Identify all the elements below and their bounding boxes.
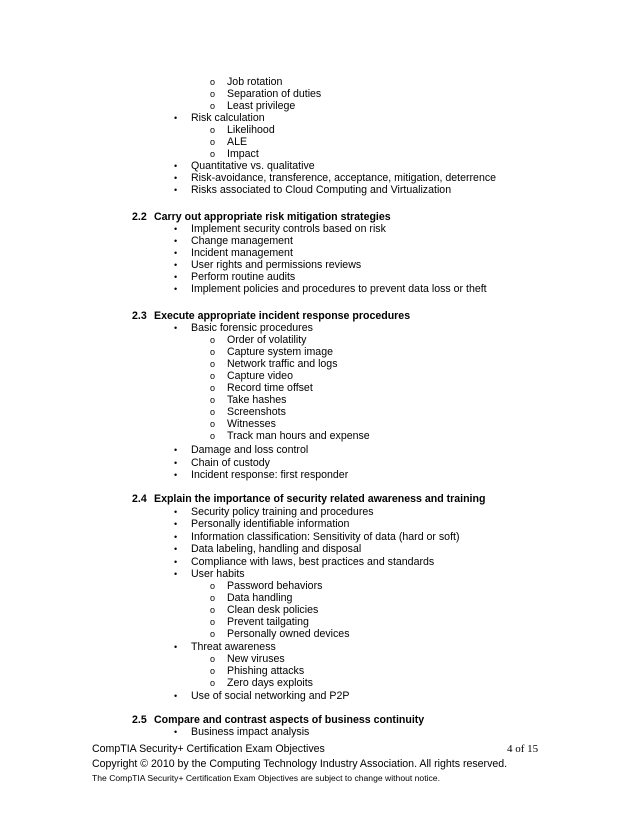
list-item: • Data labeling, handling and disposal xyxy=(174,543,362,555)
list-item: o New viruses xyxy=(210,653,285,665)
list-item: o Capture video xyxy=(210,370,293,382)
list-item: o Order of volatility xyxy=(210,334,307,346)
list-item: • Quantitative vs. qualitative xyxy=(174,160,315,172)
list-item: • Risk-avoidance, transference, acceptance, mitigation, deterrence xyxy=(174,172,497,184)
list-item: • Risk calculation xyxy=(174,112,265,124)
section-heading: 2.2 Carry out appropriate risk mitigation strategies xyxy=(132,211,391,223)
list-item: o Clean desk policies xyxy=(210,604,319,616)
list-item: • Information classification: Sensitivity of data (hard or soft) xyxy=(174,531,460,543)
list-item: • User rights and permissions reviews xyxy=(174,259,362,271)
footer-title: CompTIA Security+ Certification Exam Objectives xyxy=(92,743,325,755)
list-item: • Business impact analysis xyxy=(174,726,310,738)
list-item: • Damage and loss control xyxy=(174,444,309,456)
page-number: 4 of 15 xyxy=(507,743,539,755)
list-item: o Screenshots xyxy=(210,406,286,418)
list-item: • Compliance with laws, best practices and standards xyxy=(174,556,435,568)
list-item: o Separation of duties xyxy=(210,88,322,100)
list-item: o Witnesses xyxy=(210,418,276,430)
list-item: o Network traffic and logs xyxy=(210,358,338,370)
list-item: o Take hashes xyxy=(210,394,287,406)
list-item: • Threat awareness xyxy=(174,641,276,653)
list-item: • Personally identifiable information xyxy=(174,518,350,530)
list-item: o Password behaviors xyxy=(210,580,323,592)
list-item: o Impact xyxy=(210,148,259,160)
list-item: o Likelihood xyxy=(210,124,275,136)
list-item: • Implement policies and procedures to prevent data loss or theft xyxy=(174,283,487,295)
list-item: • Use of social networking and P2P xyxy=(174,690,350,702)
list-item: • Incident response: first responder xyxy=(174,469,349,481)
list-item: o Phishing attacks xyxy=(210,665,305,677)
list-item: o ALE xyxy=(210,136,248,148)
section-heading: 2.3 Execute appropriate incident response procedures xyxy=(132,310,411,322)
list-item: • Implement security controls based on risk xyxy=(174,223,386,235)
list-item: o Capture system image xyxy=(210,346,333,358)
list-item: o Job rotation xyxy=(210,76,283,88)
list-item: • Basic forensic procedures xyxy=(174,322,313,334)
footer-copyright: Copyright © 2010 by the Computing Technology Industry Association. All rights reserved. xyxy=(92,758,508,770)
list-item: o Least privilege xyxy=(210,100,296,112)
section-heading: 2.5 Compare and contrast aspects of business continuity xyxy=(132,714,425,726)
section-heading: 2.4 Explain the importance of security related awareness and training xyxy=(132,493,486,505)
list-item: • Chain of custody xyxy=(174,457,270,469)
list-item: o Record time offset xyxy=(210,382,313,394)
list-item: • Security policy training and procedures xyxy=(174,506,374,518)
list-item: • Perform routine audits xyxy=(174,271,296,283)
list-item: • Risks associated to Cloud Computing and Virtualization xyxy=(174,184,452,196)
list-item: • User habits xyxy=(174,568,245,580)
footer-notice: The CompTIA Security+ Certification Exam Objectives are subject to change without notice. xyxy=(92,773,440,783)
list-item: • Incident management xyxy=(174,247,293,259)
list-item: o Data handling xyxy=(210,592,293,604)
list-item: o Track man hours and expense xyxy=(210,430,370,442)
list-item: o Zero days exploits xyxy=(210,677,313,689)
list-item: o Prevent tailgating xyxy=(210,616,309,628)
list-item: • Change management xyxy=(174,235,293,247)
list-item: o Personally owned devices xyxy=(210,628,350,640)
